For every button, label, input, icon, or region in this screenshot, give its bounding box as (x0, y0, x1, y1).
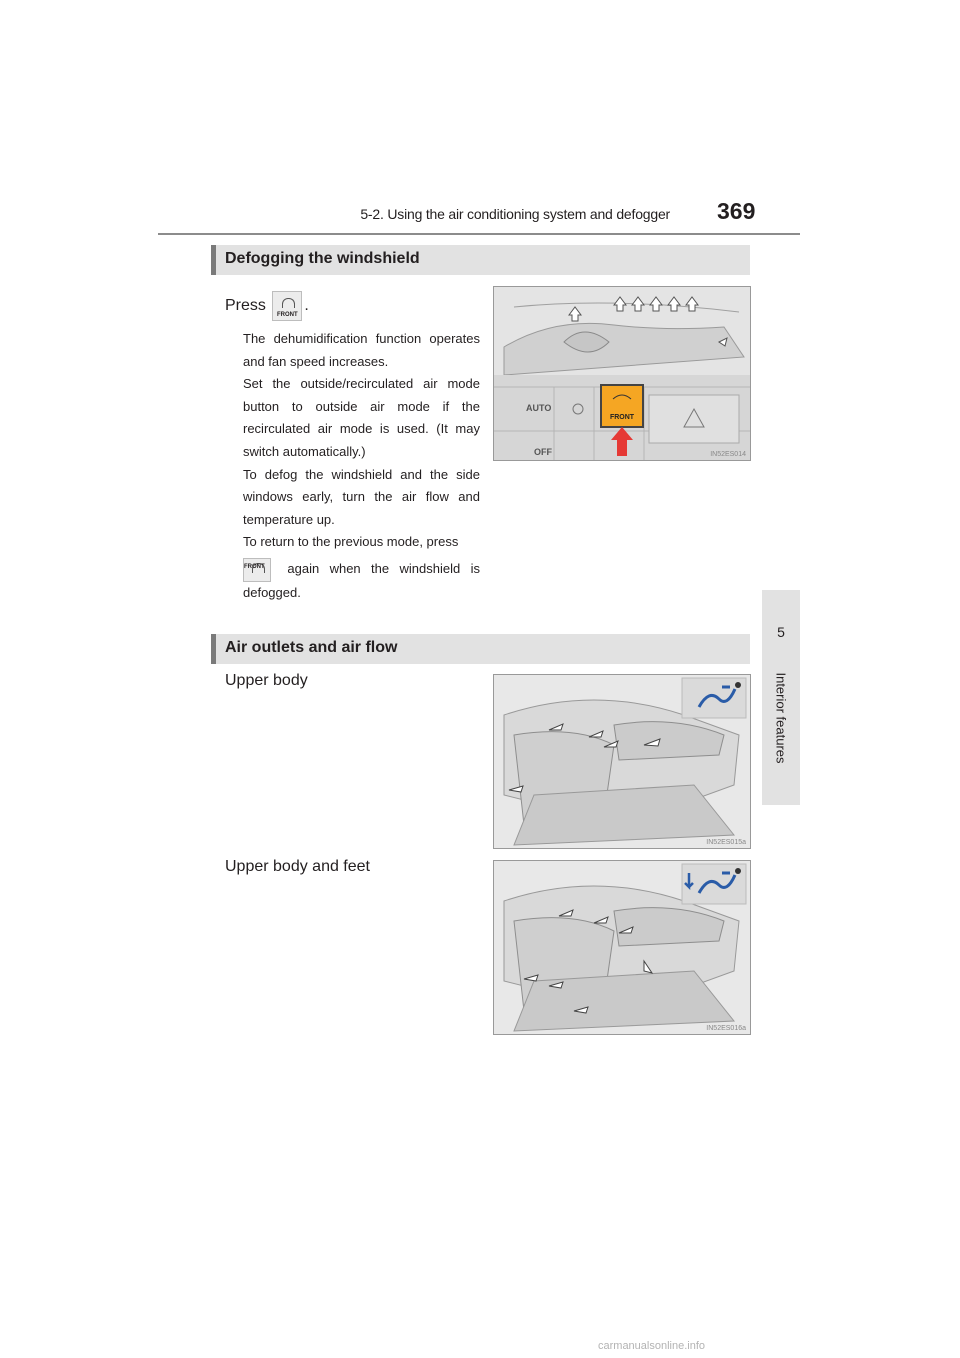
site-watermark: carmanualsonline.info (598, 1340, 706, 1352)
windshield-defogger-button-icon: FRONT (243, 558, 271, 582)
chapter-number: 5 (777, 624, 785, 640)
defroster-icon (282, 298, 295, 308)
figure-id-014: IN52ES014 (710, 451, 746, 458)
section-heading-defogging: Defogging the windshield (211, 245, 750, 275)
figure-id-016a: IN52ES016a (706, 1025, 746, 1032)
defogger-illustration (493, 286, 751, 461)
note-outside-air: Set the outside/recirculated air mode button to outside air mode if the recirculated air mode is used. (It may switch automatically.) (243, 376, 480, 459)
section-heading-air-outlets: Air outlets and air flow (211, 634, 750, 664)
mode-label-upper-body: Upper body (225, 672, 308, 689)
note-defog-early: To defog the windshield and the side windows early, turn the air flow and temperature up. (243, 466, 480, 527)
chapter-title-vertical: Interior features (773, 672, 789, 764)
off-panel-label: OFF (534, 447, 552, 457)
upper-body-feet-airflow-illustration (493, 860, 751, 1035)
mode-label-upper-body-feet: Upper body and feet (225, 858, 370, 875)
auto-panel-label: AUTO (526, 403, 552, 413)
note-dehumidification: The dehumidification function operates and fan speed increases. (243, 331, 480, 369)
front-panel-label: FRONT (609, 414, 635, 421)
figure-id-015a: IN52ES015a (706, 839, 746, 846)
running-header: 5-2. Using the air conditioning system and defogger (360, 206, 670, 222)
header-divider (158, 233, 800, 235)
windshield-defogger-button-icon: FRONT (272, 291, 302, 321)
upper-body-airflow-illustration (493, 674, 751, 849)
note-return: To return to the previous mode, press (243, 534, 459, 550)
defog-instruction: Press FRONT . (225, 291, 309, 321)
defog-notes: The dehumidification function operates and fan speed increases. Set the outside/recirculated air mode button to outside air mode if the recirculated air mode is used. (It may switch automatically.) To defog the windshield and the side windows early, turn the air flow and temperature up. To return to the previous mode, press FRONT again when the windshield is defogged. (243, 328, 480, 605)
page-number: 369 (717, 198, 756, 224)
